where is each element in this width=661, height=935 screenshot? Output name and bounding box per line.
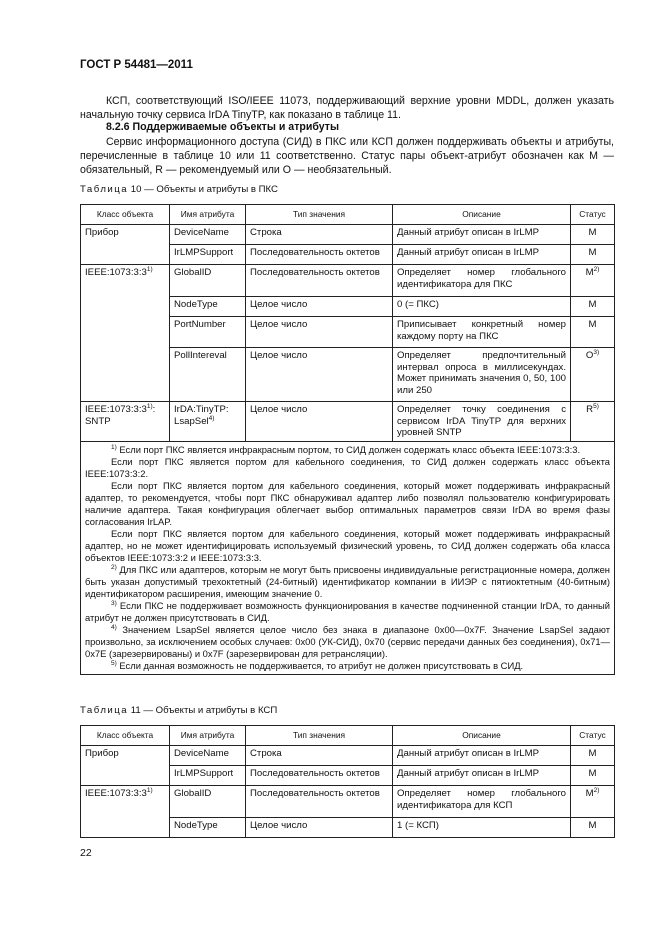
type-cell: Последовательность октетов bbox=[246, 265, 393, 297]
footnote-ref: 1) bbox=[146, 403, 153, 410]
table10-header-row bbox=[81, 205, 615, 225]
attr-cell: PortNumber bbox=[170, 317, 246, 348]
type-cell: Строка bbox=[246, 225, 393, 245]
desc-cell: Определяет номер глобального идентификатора для КСП bbox=[393, 786, 571, 818]
table11-col-attr: Имя атрибута bbox=[170, 726, 246, 746]
footnote-text: Если ПКС не поддерживает возможность функционирования в качестве подчиненной станции IrDA, то данный атрибут не должен присутствовать в СИД. bbox=[85, 600, 610, 623]
object-class-text: Прибор bbox=[85, 227, 119, 238]
footnote bbox=[85, 600, 610, 624]
status-cell bbox=[571, 402, 615, 442]
object-class-text: IEEE:1073:3:3 bbox=[85, 267, 147, 278]
document-code: ГОСТ Р 54481—2011 bbox=[80, 59, 193, 71]
type-cell: Целое число bbox=[246, 818, 393, 838]
object-class-suffix: : SNTP bbox=[85, 404, 156, 427]
footnote-text: Значением LsapSel является целое число без знака в диапазоне 0x00—0x7F. Значение LsapSel задают произвольно, за исключением особых случаев: 0x00 (УК-СИД), 0x70 (сервис передачи данных без соединения), 0x71—0x7E (зарезервированы) и 0x7F (зарезервирован для ретрансляции). bbox=[85, 624, 610, 659]
attr-cell: NodeType bbox=[170, 818, 246, 838]
footnote bbox=[85, 624, 610, 660]
table10-col-desc: Описание bbox=[393, 205, 571, 225]
type-cell: Последовательность октетов bbox=[246, 766, 393, 786]
footnote-text: Если порт ПКС является инфракрасным портом, то СИД должен содержать класс объекта IEEE:1073:3:3. bbox=[119, 444, 581, 455]
table11-header-row bbox=[81, 726, 615, 746]
desc-cell: Определяет точку соединения с сервисом IrDA TinyTP для верхних уровней SNTP bbox=[393, 402, 571, 442]
status-cell bbox=[571, 265, 615, 297]
footnote-ref: 1) bbox=[146, 266, 153, 273]
status-cell: М bbox=[571, 317, 615, 348]
desc-cell: Определяет предпочтительный интервал опроса в миллисекундах. Может принимать значения 0, 50, 100 или 250 bbox=[393, 348, 571, 402]
status-cell: М bbox=[571, 766, 615, 786]
intro-paragraph-1 bbox=[80, 94, 614, 122]
footnote-ref: 1) bbox=[146, 787, 153, 794]
attr-cell: IrLMPSupport bbox=[170, 245, 246, 265]
footnote-marker: 3) bbox=[111, 600, 117, 607]
type-cell: Целое число bbox=[246, 297, 393, 317]
table-row bbox=[81, 265, 615, 297]
type-cell: Строка bbox=[246, 746, 393, 766]
table11-caption bbox=[80, 705, 277, 716]
table11-col-type: Тип значения bbox=[246, 726, 393, 746]
status-cell: М bbox=[571, 818, 615, 838]
footnote-text: Если порт ПКС является портом для кабельного соединения, то СИД должен содержать класс объекта IEEE:1073:3:2. bbox=[85, 456, 610, 479]
object-class-text: IEEE:1073:3:3 bbox=[85, 404, 147, 415]
table11-caption-rest: 11 — Объекты и атрибуты в КСП bbox=[130, 705, 278, 716]
attr-cell: DeviceName bbox=[170, 225, 246, 245]
type-cell: Последовательность октетов bbox=[246, 786, 393, 818]
table-row bbox=[81, 402, 615, 442]
attr-cell: PollIntereval bbox=[170, 348, 246, 402]
table10-col-type: Тип значения bbox=[246, 205, 393, 225]
type-cell: Последовательность октетов bbox=[246, 245, 393, 265]
footnote-ref: 2) bbox=[593, 266, 600, 273]
intro-paragraph-1-text: КСП, соответствующий ISO/IEEE 11073, поддерживающий верхние уровни MDDL, должен указать начальную точку сервиса IrDA TinyTP, как показано в таблице 11. bbox=[80, 95, 614, 121]
object-class-cell bbox=[81, 786, 170, 838]
object-class-text: Прибор bbox=[85, 748, 119, 759]
table10-notes bbox=[81, 442, 615, 675]
section-title: 8.2.6 Поддерживаемые объекты и атрибуты bbox=[106, 121, 340, 133]
desc-cell: Данный атрибут описан в IrLMP bbox=[393, 746, 571, 766]
footnote-ref: 2) bbox=[593, 787, 600, 794]
footnote-text: Если порт ПКС является портом для кабельного соединения, который может поддерживать инфракрасный адаптер, но не может идентифицировать используемый физический уровень, то СИД должен содержать оба класса объектов IEEE:1073:3:2 и IEEE:1073:3:3. bbox=[85, 528, 610, 563]
object-class-cell bbox=[81, 265, 170, 402]
table-row bbox=[81, 746, 615, 766]
object-class-cell bbox=[81, 225, 170, 265]
status-cell bbox=[571, 786, 615, 818]
attr-cell: IrLMPSupport bbox=[170, 766, 246, 786]
table11-caption-prefix: Таблица bbox=[80, 705, 129, 716]
object-class-text: IEEE:1073:3:3 bbox=[85, 788, 147, 799]
footnote-text: Для ПКС или адаптеров, которым не могут быть присвоены индивидуальные регистрационные номера, должен быть указан допустимый трехоктетный (24-битный) идентификатор компании в ИИЭР с пятиоктетным (40-битным) идентификатором расширения, имеющим значение 0. bbox=[85, 564, 610, 599]
page-number: 22 bbox=[80, 847, 92, 859]
table10-caption-prefix: Таблица bbox=[80, 184, 129, 195]
attr-cell: NodeType bbox=[170, 297, 246, 317]
status-text: М bbox=[585, 267, 594, 278]
type-cell: Целое число bbox=[246, 402, 393, 442]
footnote bbox=[85, 444, 610, 456]
table-row bbox=[81, 786, 615, 818]
intro-paragraph-2-text: Сервис информационного доступа (СИД) в ПКС или КСП должен поддерживать объекты и атрибуты, перечисленные в таблице 10 или 11 соответственно. Статус пары объект-атрибут обозначен как М — обязательный, R — рекомендуемый или О — необязательный. bbox=[80, 136, 614, 176]
intro-paragraph-2 bbox=[80, 135, 614, 177]
table10-col-attr: Имя атрибута bbox=[170, 205, 246, 225]
attr-cell: GlobalID bbox=[170, 786, 246, 818]
footnote bbox=[85, 480, 610, 528]
footnote-ref: 4) bbox=[208, 414, 215, 422]
footnote-marker: 2) bbox=[111, 564, 117, 571]
object-class-cell bbox=[81, 402, 170, 442]
table10-caption bbox=[80, 184, 278, 195]
table10-notes-row bbox=[81, 442, 615, 675]
status-cell: М bbox=[571, 225, 615, 245]
desc-cell: Приписывает конкретный номер каждому порту на ПКС bbox=[393, 317, 571, 348]
footnote-text: Если данная возможность не поддерживается, то атрибут не должен присутствовать в СИД. bbox=[119, 660, 524, 671]
table11-col-class: Класс объекта bbox=[81, 726, 170, 746]
table-10 bbox=[80, 204, 615, 675]
footnote-marker: 4) bbox=[111, 624, 117, 631]
footnote-text: Если порт ПКС является портом для кабельного соединения, который может поддерживать инфракрасный адаптер, то рекомендуется, чтобы порт ПКС обнаруживал адаптер либо позволял пользователю конфигурировать наличие адаптера. Такая конфигурация облегчает выбор оптимальных параметров связи IrDA во время фазы согласования IrLAP. bbox=[85, 480, 610, 527]
footnote-ref: 3) bbox=[593, 349, 600, 356]
table11-col-desc: Описание bbox=[393, 726, 571, 746]
desc-cell: Данный атрибут описан в IrLMP bbox=[393, 245, 571, 265]
status-cell bbox=[571, 348, 615, 402]
desc-cell: Данный атрибут описан в IrLMP bbox=[393, 766, 571, 786]
attr-cell bbox=[170, 402, 246, 442]
status-cell: М bbox=[571, 746, 615, 766]
table10-col-class: Класс объекта bbox=[81, 205, 170, 225]
desc-cell: Данный атрибут описан в IrLMP bbox=[393, 225, 571, 245]
status-cell: М bbox=[571, 245, 615, 265]
table-row bbox=[81, 225, 615, 245]
type-cell: Целое число bbox=[246, 317, 393, 348]
footnote-marker: 5) bbox=[111, 660, 117, 667]
status-text: R bbox=[586, 404, 594, 415]
table10-caption-rest: 10 — Объекты и атрибуты в ПКС bbox=[130, 184, 278, 195]
table11-col-status: Статус bbox=[571, 726, 615, 746]
status-text: М bbox=[585, 788, 594, 799]
desc-cell: Определяет номер глобального идентификатора для ПКС bbox=[393, 265, 571, 297]
table10-col-status: Статус bbox=[571, 205, 615, 225]
type-cell: Целое число bbox=[246, 348, 393, 402]
attr-text: IrDA:TinyTP: LsapSel bbox=[174, 404, 229, 427]
attr-cell: DeviceName bbox=[170, 746, 246, 766]
object-class-cell bbox=[81, 746, 170, 786]
footnote bbox=[85, 456, 610, 480]
footnote-marker: 1) bbox=[111, 444, 117, 451]
desc-cell: 0 (= ПКС) bbox=[393, 297, 571, 317]
footnote-ref: 5) bbox=[593, 403, 599, 410]
footnote bbox=[85, 564, 610, 600]
attr-cell: GlobalID bbox=[170, 265, 246, 297]
footnote bbox=[85, 528, 610, 564]
status-cell: М bbox=[571, 297, 615, 317]
table-11 bbox=[80, 725, 615, 838]
desc-cell: 1 (= КСП) bbox=[393, 818, 571, 838]
footnote bbox=[85, 660, 610, 672]
status-text: О bbox=[585, 350, 594, 361]
